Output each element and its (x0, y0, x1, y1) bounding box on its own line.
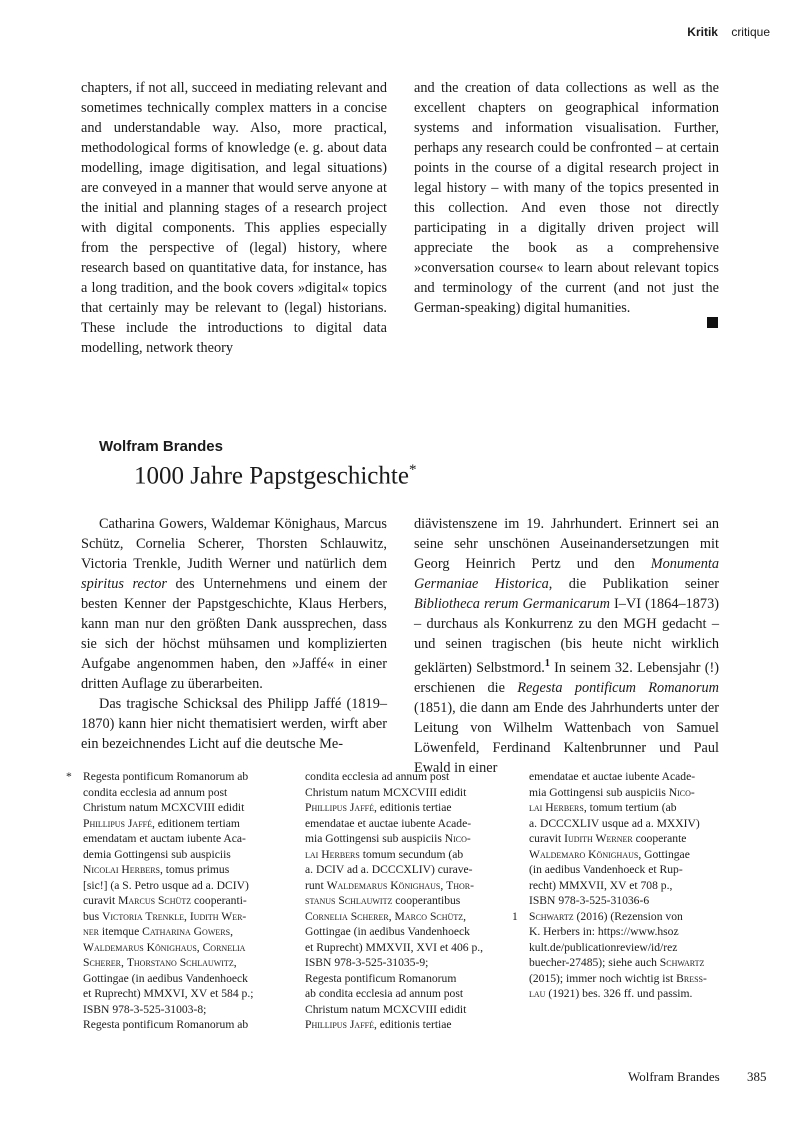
footnote-1-marker: 1 (512, 909, 518, 923)
fn-line: ISBN 978-3-525-31036-6 (529, 894, 650, 907)
text-run-italic: Monumenta Germaniae Historica (414, 556, 719, 592)
text-run: In seinem 32. Lebensjahr (!) erschienen die (414, 659, 719, 696)
fn-line: ab condita ecclesia ad annum post (305, 987, 464, 1000)
fn-line (529, 955, 727, 971)
fn-name: Victoria Trenkle (102, 909, 185, 923)
fn-line: condita ecclesia ad annum post (83, 785, 228, 799)
fn-name: Bress- (676, 971, 707, 985)
fn-text: cooperanti- (191, 894, 247, 907)
fn-text: (2016) (Rezension von (573, 909, 683, 923)
fn-text: , (121, 956, 127, 969)
fn-name: Schwartz (659, 956, 705, 969)
fn-line: ISBN 978-3-525-31003-8; (83, 1002, 207, 1016)
footnote-column-1 (66, 769, 286, 1033)
fn-name: lai Herbers (305, 847, 360, 861)
fn-line: emendatam et auctam iubente Aca- (83, 832, 246, 845)
fn-name: Phillipus Jaffé (305, 1018, 374, 1031)
fn-text: buecher-27485); siehe auch (529, 956, 660, 969)
fn-name: Phillipus Jaffé (83, 816, 152, 830)
review-paragraph-3 (414, 514, 719, 778)
fn-text: , editionis tertiae (373, 1018, 452, 1031)
fn-name: Nico- (668, 785, 695, 799)
fn-text: , (196, 940, 203, 954)
footnote-1-text (529, 909, 727, 1002)
fn-line (305, 909, 500, 925)
fn-line: emendatae et auctae iubente Acade- (529, 770, 696, 783)
footnote-column-2 (305, 769, 500, 1033)
fn-line (83, 862, 286, 878)
fn-line: Regesta pontificum Romanorum ab (83, 770, 249, 783)
fn-text: (1921) bes. 326 ff. und passim. (545, 987, 693, 1000)
fn-name: lai Herbers (529, 801, 584, 814)
fn-text: , editionis tertiae (373, 801, 452, 814)
fn-name: Nicolai Herbers (83, 863, 160, 876)
fn-name: Catharina Gowers (142, 925, 231, 938)
text-run: , die Publikation seiner (548, 576, 719, 592)
review-author: Wolfram Brandes (99, 438, 223, 455)
fn-line (529, 971, 727, 987)
fn-text: , (233, 956, 237, 969)
text-run: Catharina Gowers, Waldemar Könighaus, Marcus Schütz, Cornelia Scherer, Thorsten Schlauwitz, Victoria Trenkle, Judith Werner und natürlich dem (81, 516, 387, 572)
fn-text: bus (83, 909, 103, 923)
fn-name: Iudith Wer- (189, 909, 247, 923)
text-run-italic: spiritus rector (81, 576, 167, 592)
fn-line: [sic!] (a S. Petro usque ad a. DCIV) (83, 878, 249, 892)
fn-name: ner (83, 925, 99, 938)
fn-text: , (184, 909, 190, 923)
footer-author: Wolfram Brandes (628, 1069, 720, 1084)
fn-text: mia Gottingensi sub auspiciis (529, 785, 669, 799)
fn-line: Regesta pontificum Romanorum (305, 971, 457, 985)
page-number: 385 (747, 1069, 767, 1084)
fn-text: , tomum tertium (ab (583, 801, 677, 814)
fn-line: Gottingae (in aedibus Vandenhoeck (83, 971, 248, 985)
fn-line (305, 800, 500, 816)
footnote-star-continued (512, 769, 727, 909)
text-run-italic: Regesta pontificum Romanorum (517, 679, 719, 696)
fn-name: Scherer (83, 956, 122, 969)
prev-review-text-2: and the creation of data collections as well as the excellent chapters on geographical information systems and information visualisation. Further, perhaps any research could be confronted – at certain points in the course of a digital research project in legal history – with many of the topics presented in this collection. And even those not directly participating in a digitally driven project will appreciate the book as a comprehensive »conversation course« to learn about relevant topics and terminology of the current (and not just the German-speaking) digital humanities. (414, 80, 719, 316)
fn-line (529, 800, 727, 816)
text-run: des Unternehmens und einem der besten Kenner der Papstgeschichte, Klaus Herbers, kann man nur den größten Dank aussprechen, dass sie sich der höchst mühsamen und komplizierten Aufgabe angenommen haben, den »Jaffé« in einer dritten Auflage zu überarbeiten. (81, 576, 387, 692)
fn-line: Christum natum MCXCVIII edidit (305, 785, 467, 799)
fn-line (529, 785, 727, 801)
fn-line: (in aedibus Vandenhoeck et Rup- (529, 863, 683, 876)
prev-review-column-1 (81, 78, 387, 358)
fn-name: Thor- (446, 878, 474, 892)
fn-text: cooperante (632, 832, 687, 845)
end-of-article-mark (707, 317, 718, 328)
fn-text: curavit (529, 832, 565, 845)
fn-text: , (388, 909, 395, 923)
fn-line (83, 940, 286, 956)
fn-line: Christum natum MCXCVIII edidit (83, 801, 245, 814)
footnote-star (66, 769, 286, 1033)
text-run: (1851), die dann am Ende des Jahrhunderts unter der Leitung von Wilhelm Wattenbach von Samuel Löwenfeld, Ferdinand Kaltenbrunner und Paul Ewald in einer (414, 699, 719, 776)
fn-line: recht) MMXVII, XV et 708 p., (529, 878, 673, 892)
fn-name: Waldemaro Könighaus (529, 847, 639, 861)
footnote-star-marker: * (66, 770, 72, 783)
fn-text: , (440, 878, 447, 892)
fn-name: Thorstano Schlauwitz (126, 956, 234, 969)
fn-line (305, 831, 500, 847)
fn-text: tomum secundum (ab (359, 847, 464, 861)
review-paragraph-1 (81, 514, 387, 694)
fn-text: mia Gottingensi sub auspiciis (305, 832, 445, 845)
fn-line: K. Herbers in: https://www.hsoz (529, 925, 679, 938)
fn-line: a. DCCCXLIV usque ad a. MXXIV) (529, 816, 700, 830)
fn-line (529, 909, 727, 925)
title-footnote-mark: * (408, 462, 417, 478)
fn-name: Phillipus Jaffé (305, 801, 374, 814)
review-column-1 (81, 514, 387, 754)
footnote-column-3 (512, 769, 727, 1002)
fn-line (83, 909, 286, 925)
fn-line: et Ruprecht) MMXVI, XV et 584 p.; (83, 987, 254, 1000)
section-label: Kritik (687, 25, 718, 39)
fn-text: cooperantibus (392, 894, 461, 907)
fn-line: a. DCIV ad a. DCCCXLIV) curave- (305, 863, 473, 876)
review-title-text: 1000 Jahre Papstgeschichte (134, 462, 409, 490)
prev-review-column-2 (414, 78, 719, 318)
fn-text: , editionem tertiam (151, 816, 240, 830)
fn-line (83, 955, 286, 971)
fn-name: Iudith Werner (564, 832, 633, 845)
fn-line (83, 816, 286, 832)
footnote-1 (512, 909, 727, 1002)
fn-line: Regesta pontificum Romanorum ab (83, 1018, 249, 1031)
review-paragraph-2: Das tragische Schicksal des Philipp Jaffé (1819–1870) kann hier nicht thematisiert werden, wirft aber ein bezeichnendes Licht auf die deutsche Me- (81, 696, 387, 752)
fn-name: Marco Schütz (394, 909, 464, 923)
prev-review-text-1: chapters, if not all, succeed in mediating relevant and sometimes technically complex matters in a concise and understandable way. Also, more practical, methodological forms of knowledge (e. g. about data modelling, image digitisation, and legal situations) are conveyed in a manner that would serve anyone at the initial and planning stages of a research project with digital components. This applies especially from the perspective of (legal) history, where research based on quantitative data, for instance, has a long tradition, and the book covers »digital« topics that certainly may be relevant to (legal) historians. These include the introductions to digital data modelling, network theory (81, 80, 387, 356)
fn-line (529, 831, 727, 847)
review-column-2 (414, 514, 719, 778)
fn-text: curavit (83, 894, 119, 907)
text-run: I–VI (1864–1873) – durchaus als Konkurrenz zu den MGH gedacht – und seinen tragischen (bis heute nicht wirklich geklärten) Selbstmord. (414, 596, 719, 676)
fn-line (529, 986, 727, 1002)
fn-name: Marcus Schütz (118, 894, 192, 907)
fn-text: itemque (99, 925, 143, 938)
fn-name: Cornelia Scherer (305, 909, 389, 923)
footnote-star-text (83, 769, 286, 1033)
fn-line: ISBN 978-3-525-31035-9; (305, 956, 429, 969)
fn-text: , (230, 925, 233, 938)
fn-text: runt (305, 878, 327, 892)
fn-line: condita ecclesia ad annum post (305, 770, 450, 783)
fn-line (305, 847, 500, 863)
fn-name: Schwartz (529, 909, 574, 923)
fn-name: Nico- (444, 832, 471, 845)
text-run-italic: Bibliotheca rerum Germanicarum (414, 596, 610, 612)
fn-line (305, 1017, 500, 1033)
fn-name: lau (529, 987, 546, 1000)
fn-text: , (463, 909, 466, 923)
fn-name: Cornelia (202, 940, 246, 954)
fn-line: Christum natum MCXCVIII edidit (305, 1002, 467, 1016)
fn-line (305, 878, 500, 894)
section-sublabel: critique (731, 25, 770, 39)
fn-line (83, 924, 286, 940)
footnote-ref-1[interactable]: 1 (544, 658, 550, 669)
fn-text: , Gottingae (638, 847, 690, 861)
fn-name: Waldemarus Könighaus (83, 940, 197, 954)
fn-text: , tomus primus (159, 863, 230, 876)
fn-line (529, 847, 727, 863)
fn-line: kult.de/publicationreview/id/rez (529, 940, 678, 954)
review-title (134, 462, 416, 490)
fn-name: stanus Schlauwitz (305, 894, 393, 907)
fn-line: Gottingae (in aedibus Vandenhoeck (305, 925, 470, 938)
fn-line: emendatae et auctae iubente Acade- (305, 816, 472, 830)
fn-line (305, 893, 500, 909)
running-head (687, 25, 770, 39)
fn-name: Waldemarus Könighaus (326, 878, 441, 892)
fn-line: demia Gottingensi sub auspiciis (83, 847, 231, 861)
fn-line: et Ruprecht) MMXVII, XVI et 406 p., (305, 940, 484, 954)
text-run: diävistenszene im 19. Jahrhundert. Erinnert sei an seine sehr unschönen Auseinandersetzungen mit Georg Heinrich Pertz und den (414, 516, 719, 572)
fn-text: (2015); immer noch wichtig ist (529, 971, 677, 985)
fn-line (83, 893, 286, 909)
